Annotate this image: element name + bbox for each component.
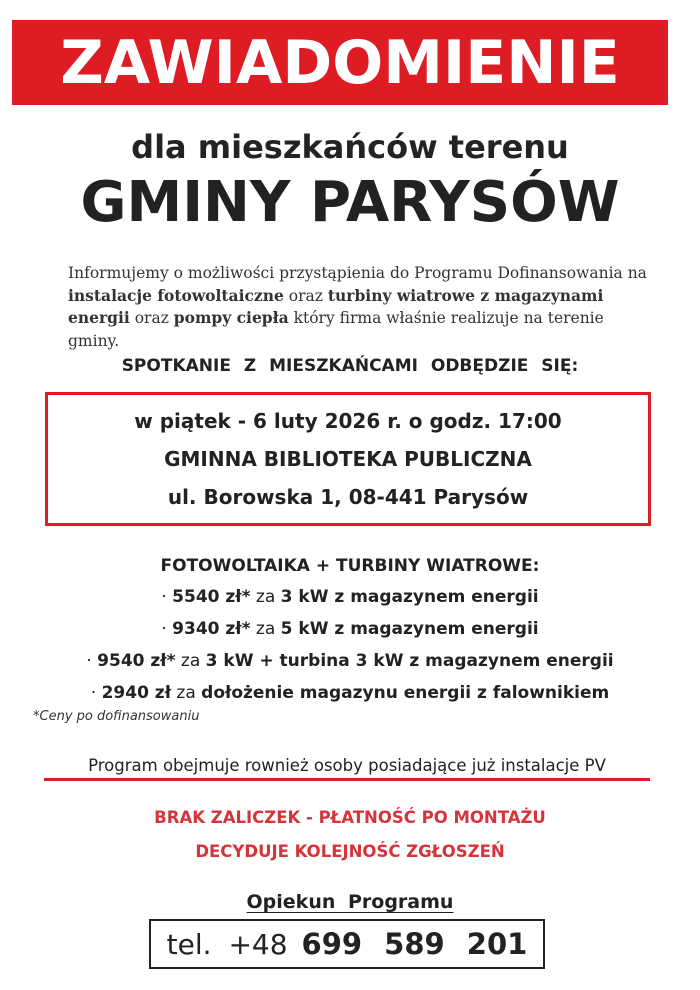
offer-item [0, 613, 700, 645]
meeting-heading: SPOTKANIE Z MIESZKAŃCAMI ODBĘDZIE SIĘ: [121, 356, 579, 376]
offer-bullet: · [90, 683, 97, 703]
offer-description: dołożenie magazynu energii z falownikiem [201, 683, 610, 703]
offer-description: 3 kW + turbina 3 kW z magazynem energii [205, 651, 614, 671]
notice-no-advance-payment: BRAK ZALICZEK - PŁATNOŚĆ PO MONTAŻU [154, 808, 546, 827]
phone-box [149, 919, 545, 969]
intro-bold-turbines: turbiny wiatrowe z magazynami energii [68, 285, 604, 327]
intro-bold-pv: instalacje fotowoltaiczne [68, 285, 284, 305]
contact-heading [0, 891, 700, 913]
offer-price: 9540 zł* [97, 651, 176, 671]
offer-heading: FOTOWOLTAIKA + TURBINY WIATROWE: [160, 556, 540, 576]
offer-item [0, 581, 700, 613]
offer-connector: za [180, 651, 201, 671]
offer-connector: za [255, 619, 276, 639]
contact-heading-text: Opiekun Programu [246, 891, 454, 913]
offer-price: 5540 zł* [172, 587, 251, 607]
intro-paragraph [68, 262, 658, 352]
intro-text-4: który firma właśnie realizuje na terenie gminy. [68, 309, 604, 350]
intro-text-2: oraz [283, 286, 328, 305]
title-banner [12, 20, 668, 105]
price-footnote: *Ceny po dofinansowaniu [33, 709, 200, 724]
offer-item [0, 645, 700, 677]
offer-section [0, 551, 700, 709]
offer-description: 5 kW z magazynem energii [280, 619, 539, 639]
offer-connector: za [255, 587, 276, 607]
phone-number: 699 589 201 [301, 927, 528, 961]
intro-bold-heat-pumps: pompy ciepła [173, 308, 289, 327]
offer-connector: za [176, 683, 196, 703]
meeting-details-box [45, 392, 651, 526]
meeting-date: w piątek - 6 luty 2026 r. o godz. 17:00 [134, 409, 562, 433]
intro-text-1: Informujemy o możliwości przystąpienia do Programu Dofinansowania na [68, 264, 647, 282]
offer-item [0, 677, 700, 709]
offer-price: 2940 zł [101, 683, 172, 703]
offer-bullet: · [161, 587, 167, 607]
offer-description: 3 kW z magazynem energii [280, 587, 539, 607]
intro-text-3: oraz [129, 309, 174, 327]
offer-bullet: · [86, 651, 92, 671]
offer-bullet: · [161, 619, 167, 639]
page-subtitle: dla mieszkańców terenu [131, 128, 569, 166]
banner-title: ZAWIADOMIENIE [60, 27, 620, 98]
phone-prefix: tel. +48 [166, 927, 288, 961]
meeting-place: GMINNA BIBLIOTEKA PUBLICZNA [164, 447, 532, 471]
meeting-address: ul. Borowska 1, 08-441 Parysów [167, 485, 529, 509]
offer-price: 9340 zł* [172, 619, 251, 639]
notice-order-of-applications: DECYDUJE KOLEJNOŚĆ ZGŁOSZEŃ [195, 842, 505, 861]
page-title: GMINY PARYSÓW [80, 170, 620, 235]
program-note: Program obejmuje rownież osoby posiadające już instalacje PV [44, 756, 650, 781]
